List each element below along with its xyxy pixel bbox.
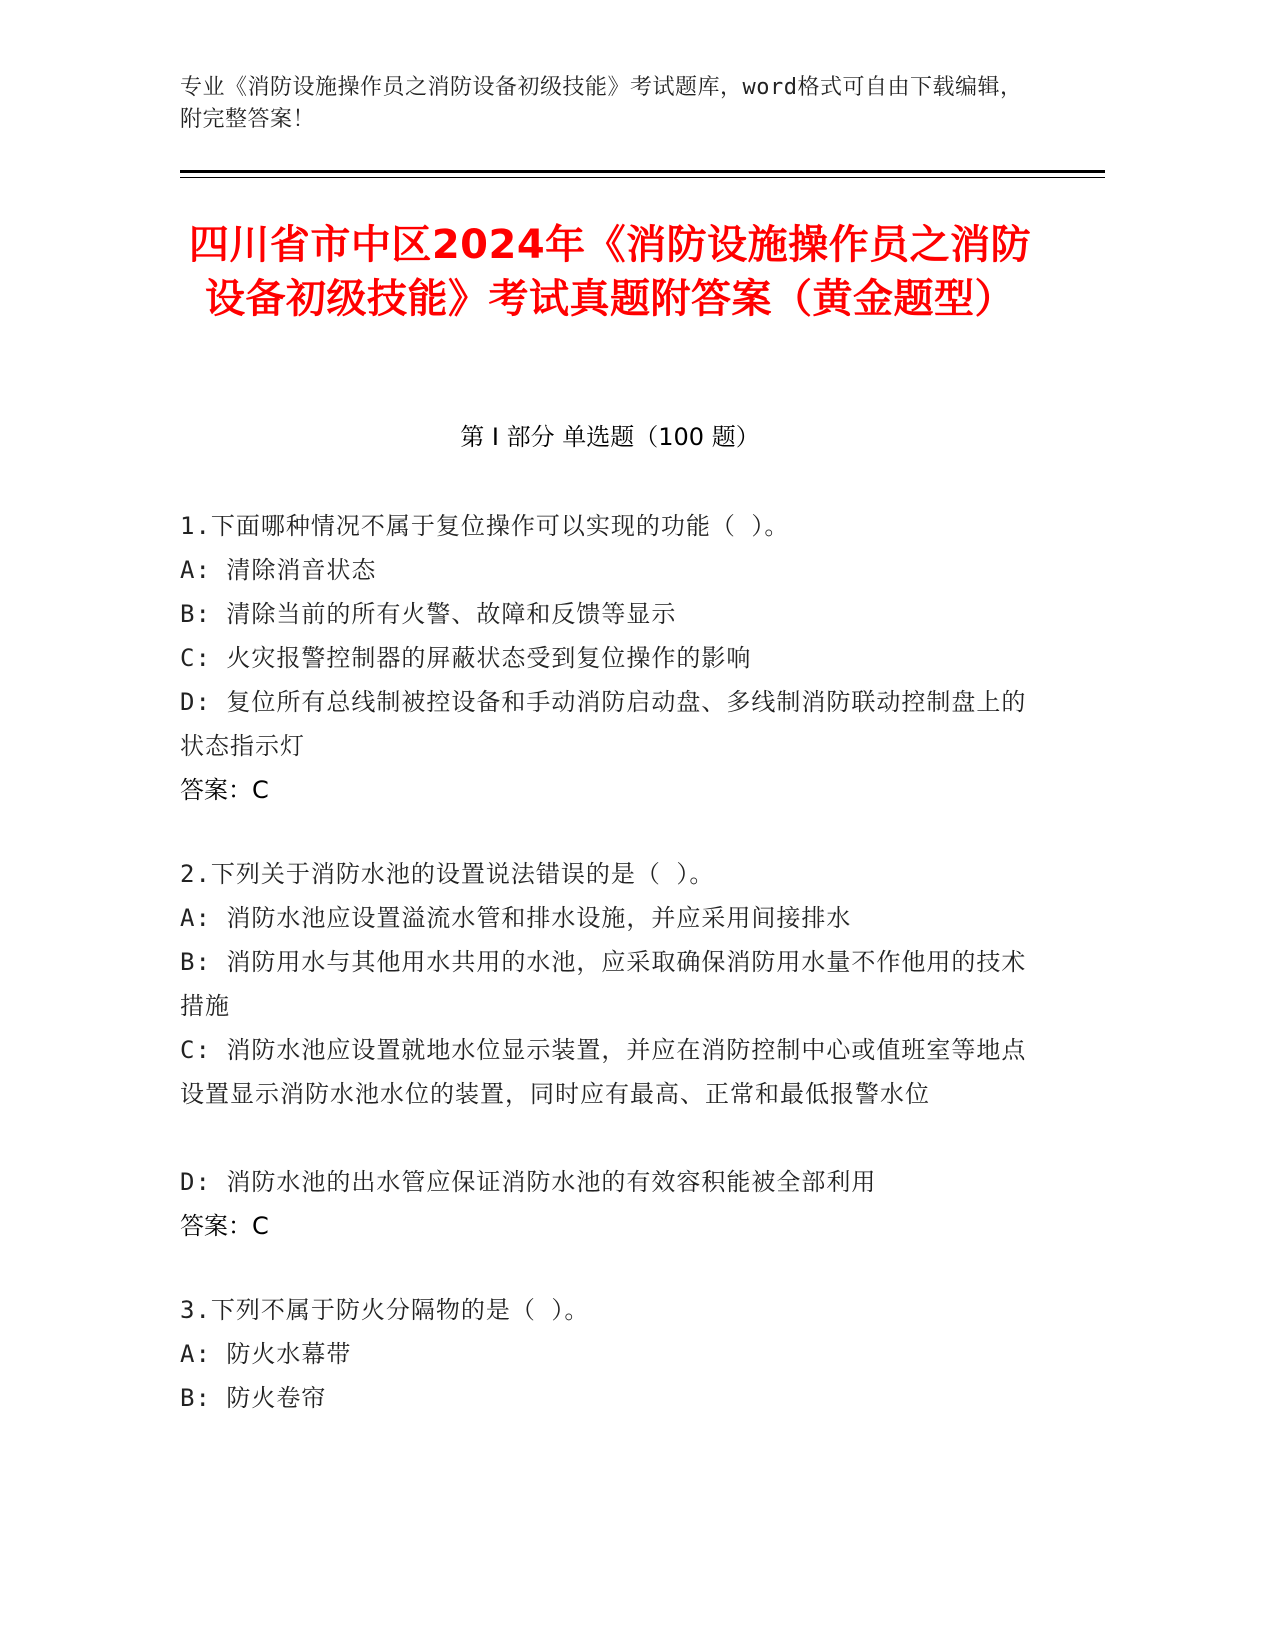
question-2-option-a: A: 消防水池应设置溢流水管和排水设施，并应采用间接排水	[180, 904, 852, 932]
question-2-option-b: B: 消防用水与其他用水共用的水池，应采取确保消防用水量不作他用的技术措施	[180, 948, 1027, 1020]
question-1-option-d: D: 复位所有总线制被控设备和手动消防启动盘、多线制消防联动控制盘上的状态指示灯	[180, 688, 1027, 760]
header-rule-thin	[180, 177, 1105, 178]
document-title: 四川省市中区2024年《消防设施操作员之消防设备初级技能》考试真题附答案（黄金题型）	[188, 222, 1032, 322]
question-2-answer: 答案：C	[180, 1212, 269, 1240]
question-3-option-a: A: 防火水幕带	[180, 1340, 352, 1368]
header-note: 专业《消防设施操作员之消防设备初级技能》考试题库，word格式可自由下载编辑，附完整答案！	[180, 75, 1023, 132]
section-title: 第 I 部分 单选题（100 题）	[460, 423, 760, 451]
question-2-option-d: D: 消防水池的出水管应保证消防水池的有效容积能被全部利用	[180, 1168, 877, 1196]
question-2-stem: 2.下列关于消防水池的设置说法错误的是（ ）。	[180, 860, 715, 888]
question-1-answer: 答案：C	[180, 776, 269, 804]
question-3-stem: 3.下列不属于防火分隔物的是（ ）。	[180, 1296, 590, 1324]
question-1-option-b: B: 清除当前的所有火警、故障和反馈等显示	[180, 600, 677, 628]
question-1-option-c: C: 火灾报警控制器的屏蔽状态受到复位操作的影响	[180, 644, 752, 672]
header-rule-thick	[180, 170, 1105, 173]
question-2-option-c: C: 消防水池应设置就地水位显示装置，并应在消防控制中心或值班室等地点设置显示消防水池水位的装置，同时应有最高、正常和最低报警水位	[180, 1036, 1027, 1108]
question-1-option-a: A: 清除消音状态	[180, 556, 377, 584]
question-1-stem: 1.下面哪种情况不属于复位操作可以实现的功能（ ）。	[180, 512, 790, 540]
question-3-option-b: B: 防火卷帘	[180, 1384, 327, 1412]
